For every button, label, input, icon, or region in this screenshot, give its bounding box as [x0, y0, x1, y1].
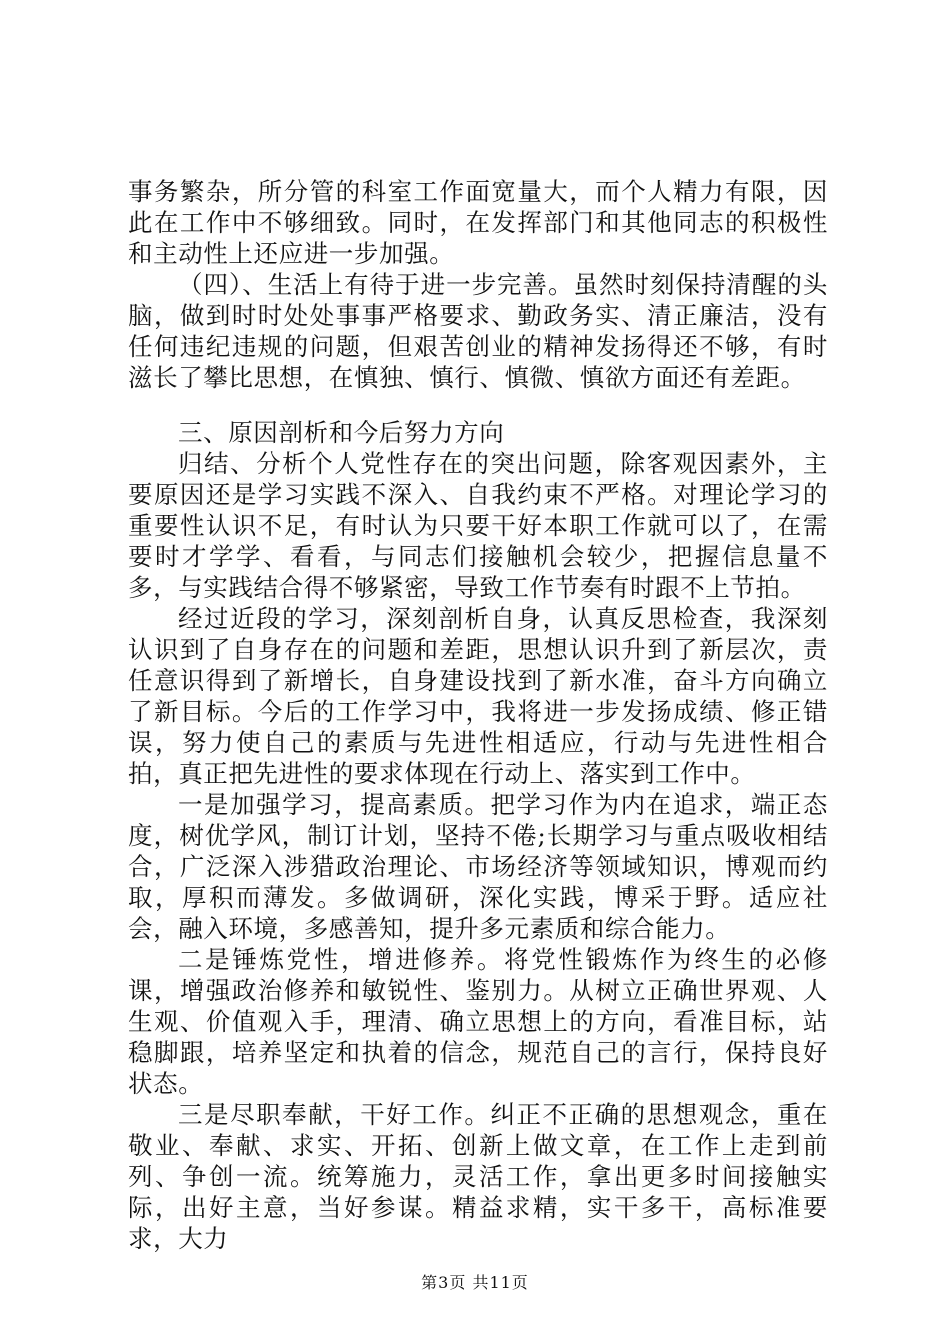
section-heading: 三、原因剖析和今后努力方向: [178, 418, 505, 447]
paragraph-continuation: 事务繁杂，所分管的科室工作面宽量大，而个人精力有限，因此在工作中不够细致。同时，在发挥部门和其他同志的积极性和主动性上还应进一步加强。: [128, 177, 828, 268]
paragraph-point-one: 一是加强学习，提高素质。把学习作为内在追求，端正态度，树优学风，制订计划，坚持不倦;长期学习与重点吸收相结合，广泛深入涉猎政治理论、市场经济等领域知识，博观而约取，厚积而薄发。多做调研，深化实践，博采于野。适应社会，融入环境，多感善知，提升多元素质和综合能力。: [128, 790, 828, 943]
paragraph-point-two: 二是锤炼党性，增进修养。将党性锻炼作为终生的必修课，增强政治修养和敏锐性、鉴别力。从树立正确世界观、人生观、价值观入手，理清、确立思想上的方向，看准目标，站稳脚跟，培养坚定和执着的信念，规范自己的言行，保持良好状态。: [128, 945, 828, 1098]
paragraph-point-three: 三是尽职奉献，干好工作。纠正不正确的思想观念，重在敬业、奉献、求实、开拓、创新上做文章，在工作上走到前列、争创一流。统筹施力，灵活工作，拿出更多时间接触实际，出好主意，当好参谋。精益求精，实干多干，高标准要求，大力: [128, 1100, 828, 1253]
page-footer: 第3页 共11页: [421, 1273, 529, 1292]
paragraph-life-improvement: （四）、生活上有待于进一步完善。虽然时刻保持清醒的头脑，做到时时处处事事严格要求、勤政务实、清正廉洁，没有任何违纪违规的问题，但艰苦创业的精神发扬得还不够，有时滋长了攀比思想，在慎独、慎行、慎微、慎欲方面还有差距。: [128, 270, 828, 392]
document-body: [128, 176, 828, 1254]
paragraph-recent-study: 经过近段的学习，深刻剖析自身，认真反思检查，我深刻认识到了自身存在的问题和差距，思想认识升到了新层次，责任意识得到了新增长，自身建设找到了新水准，奋斗方向确立了新目标。今后的工作学习中，我将进一步发扬成绩、修正错误，努力使自己的素质与先进性相适应，行动与先进性相合拍，真正把先进性的要求体现在行动上、落实到工作中。: [128, 604, 828, 788]
paragraph-cause-analysis: 归结、分析个人党性存在的突出问题，除客观因素外，主要原因还是学习实践不深入、自我约束不严格。对理论学习的重要性认识不足，有时认为只要干好本职工作就可以了，在需要时才学学、看看，与同志们接触机会较少，把握信息量不多，与实践结合得不够紧密，导致工作节奏有时跟不上节拍。: [128, 449, 828, 602]
